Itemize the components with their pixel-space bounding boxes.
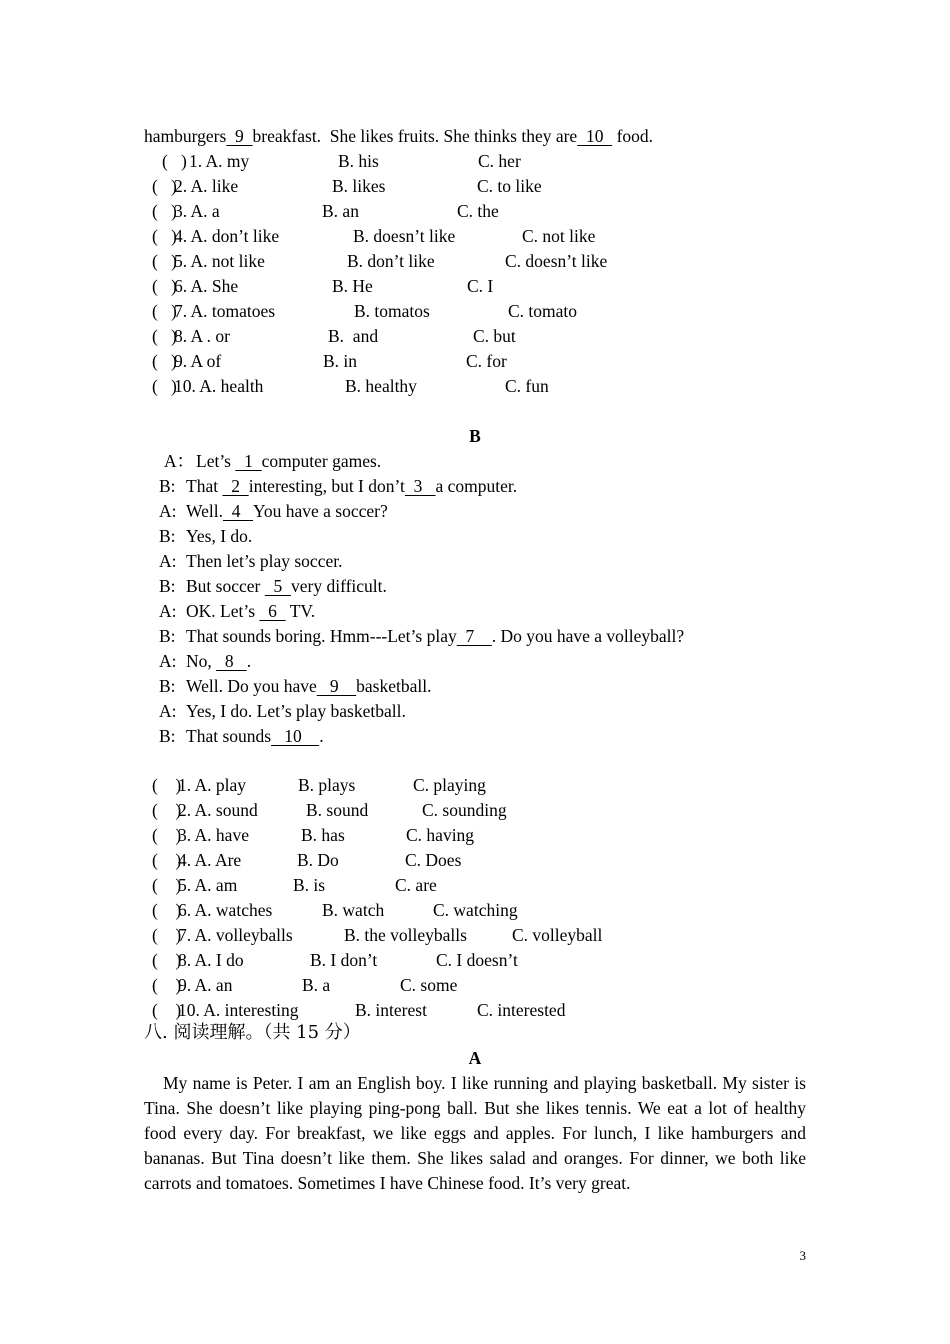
- option-b: B. interest: [355, 1000, 427, 1020]
- answer-bracket: ( ): [162, 151, 187, 171]
- section-title: B: [469, 426, 481, 446]
- passage-text: food.: [612, 126, 654, 146]
- question-row: [144, 374, 744, 399]
- answer-bracket: ( ): [152, 850, 182, 870]
- dialogue-line: A： Let’s 1 computer games.: [144, 449, 162, 474]
- answer-bracket: ( ): [152, 351, 177, 371]
- reading-passage: My name is Peter. I am an English boy. I like running and playing basketball. My sister is Tina. She doesn’t like playing ping-pong ball. But she likes tennis. We eat a lot of healthy food every day. For breakfast, we like eggs and apples. For lunch, I like hamburgers and bananas. But Tina doesn’t like them. She likes salad and oranges. For dinner, we both like carrots and tomatoes. Sometimes I have Chinese food. It’s very great.: [144, 1073, 806, 1193]
- option-b: B. his: [338, 151, 379, 171]
- option-b: B. is: [293, 875, 326, 895]
- option-c: C. having: [406, 825, 475, 845]
- option-c: C. sounding: [422, 800, 507, 820]
- option-a: 5. A. not like: [174, 251, 265, 271]
- option-a: 2. A. like: [174, 176, 239, 196]
- question-row: [144, 174, 744, 199]
- option-a: 9. A. an: [178, 975, 233, 995]
- option-a: 3. A. a: [174, 201, 220, 221]
- question-row: [144, 898, 744, 923]
- question-row: [144, 948, 744, 973]
- answer-bracket: ( ): [152, 251, 177, 271]
- option-c: C. watching: [433, 900, 518, 920]
- question-row: [144, 873, 744, 898]
- question-row: [144, 823, 744, 848]
- option-b: B. watch: [322, 900, 385, 920]
- option-c: C. playing: [413, 775, 486, 795]
- option-a: 10. A. health: [174, 376, 264, 396]
- blank-3: 3: [404, 476, 436, 496]
- option-b: B. in: [323, 351, 358, 371]
- section-heading: 八. 阅读理解。（共 15 分）: [144, 1022, 361, 1043]
- option-c: C. for: [466, 351, 507, 371]
- answer-bracket: ( ): [152, 326, 177, 346]
- option-c: C. interested: [477, 1000, 566, 1020]
- option-b: B. an: [322, 201, 359, 221]
- speaker: B:: [159, 626, 176, 646]
- blank-7: 7: [456, 626, 492, 646]
- question-row: [144, 299, 744, 324]
- option-a: 10. A. interesting: [178, 1000, 299, 1020]
- blank-9: 9: [316, 676, 357, 696]
- option-b: B. healthy: [345, 376, 417, 396]
- option-b: B. plays: [298, 775, 356, 795]
- speaker: A:: [159, 651, 177, 671]
- blank-10: 10: [577, 126, 613, 146]
- option-c: C. I doesn’t: [436, 950, 518, 970]
- answer-bracket: ( ): [152, 825, 182, 845]
- question-row: [144, 324, 744, 349]
- option-a: 7. A. tomatoes: [174, 301, 276, 321]
- dialogue-line: B: Yes, I do.: [144, 524, 162, 549]
- blank-4: 4: [222, 501, 253, 521]
- question-row: [144, 349, 744, 374]
- question-row: [144, 199, 744, 224]
- dialogue-line: B: Well. Do you have 9 basketball.: [144, 674, 162, 699]
- option-c: C. not like: [522, 226, 596, 246]
- option-b: B. Do: [297, 850, 339, 870]
- question-row: [144, 274, 744, 299]
- option-a: 4. A. don’t like: [174, 226, 280, 246]
- passage-line: [144, 124, 653, 149]
- option-b: B. likes: [332, 176, 386, 196]
- option-c: C. some: [400, 975, 458, 995]
- answer-bracket: ( ): [152, 1000, 182, 1020]
- answer-bracket: ( ): [152, 276, 177, 296]
- option-b: B. a: [302, 975, 331, 995]
- option-a: 6. A. watches: [178, 900, 273, 920]
- answer-bracket: ( ): [152, 226, 177, 246]
- dialogue-line: A: Yes, I do. Let’s play basketball.: [144, 699, 162, 724]
- question-row: [144, 848, 744, 873]
- dialogue-line: B: That 2 interesting, but I don’t 3 a computer.: [144, 474, 162, 499]
- question-row: [144, 973, 744, 998]
- option-b: B. don’t like: [347, 251, 435, 271]
- option-b: B. He: [332, 276, 373, 296]
- option-b: B. doesn’t like: [353, 226, 456, 246]
- option-c: C. her: [478, 151, 521, 171]
- question-row: [144, 149, 744, 174]
- option-b: B. and: [328, 326, 379, 346]
- option-a: 9. A of: [174, 351, 222, 371]
- option-c: C. doesn’t like: [505, 251, 608, 271]
- dialogue-line: A: No, 8 .: [144, 649, 162, 674]
- blank-9: 9: [226, 126, 253, 146]
- option-a: 3. A. have: [178, 825, 249, 845]
- answer-bracket: ( ): [152, 201, 177, 221]
- option-c: C. tomato: [508, 301, 578, 321]
- option-b: B. I don’t: [310, 950, 378, 970]
- speaker: B:: [159, 476, 176, 496]
- blank-10: 10: [271, 726, 320, 746]
- answer-bracket: ( ): [152, 301, 177, 321]
- option-c: C. fun: [505, 376, 549, 396]
- speaker: B:: [159, 676, 176, 696]
- blank-5: 5: [264, 576, 291, 596]
- answer-bracket: ( ): [152, 950, 182, 970]
- option-a: 4. A. Are: [178, 850, 242, 870]
- answer-bracket: ( ): [152, 900, 182, 920]
- dialogue-line: B: That sounds boring. Hmm---Let’s play 7 . Do you have a volleyball?: [144, 624, 162, 649]
- option-b: B. tomatos: [354, 301, 430, 321]
- option-a: 8. A . or: [174, 326, 230, 346]
- option-a: 1. A. my: [189, 151, 250, 171]
- page-number: 3: [799, 1248, 806, 1263]
- answer-bracket: ( ): [152, 975, 182, 995]
- speaker: A:: [159, 701, 177, 721]
- question-row: [144, 923, 744, 948]
- option-b: B. the volleyballs: [344, 925, 467, 945]
- answer-bracket: ( ): [152, 875, 182, 895]
- option-c: C. the: [457, 201, 499, 221]
- speaker: B:: [159, 726, 176, 746]
- dialogue-line: A: Then let’s play soccer.: [144, 549, 162, 574]
- answer-bracket: ( ): [152, 775, 182, 795]
- dialogue-line: A: OK. Let’s 6 TV.: [144, 599, 162, 624]
- passage-text: hamburgers: [144, 126, 227, 146]
- option-a: 5. A. am: [178, 875, 238, 895]
- passage-text: breakfast. She likes fruits. She thinks they are: [252, 126, 578, 146]
- dialogue-line: B: That sounds 10 .: [144, 724, 162, 749]
- speaker: A:: [159, 551, 177, 571]
- speaker: B:: [159, 526, 176, 546]
- answer-bracket: ( ): [152, 925, 182, 945]
- dialogue-line: A: Well. 4 You have a soccer?: [144, 499, 162, 524]
- blank-6: 6: [259, 601, 286, 621]
- question-row: [144, 224, 744, 249]
- option-c: C. volleyball: [512, 925, 603, 945]
- option-b: B. has: [301, 825, 345, 845]
- blank-8: 8: [216, 651, 247, 671]
- option-c: C. I: [467, 276, 494, 296]
- answer-bracket: ( ): [152, 176, 177, 196]
- option-b: B. sound: [306, 800, 369, 820]
- speaker: A:: [159, 601, 177, 621]
- speaker: A:: [159, 501, 177, 521]
- question-row: [144, 773, 744, 798]
- option-c: C. but: [473, 326, 516, 346]
- option-c: C. are: [395, 875, 437, 895]
- answer-bracket: ( ): [152, 376, 177, 396]
- option-a: 6. A. She: [174, 276, 239, 296]
- option-c: C. Does: [405, 850, 462, 870]
- option-a: 2. A. sound: [178, 800, 258, 820]
- section-title: A: [468, 1048, 482, 1068]
- option-c: C. to like: [477, 176, 542, 196]
- speaker: A：: [164, 451, 195, 471]
- option-a: 1. A. play: [178, 775, 247, 795]
- question-row: [144, 249, 744, 274]
- option-a: 7. A. volleyballs: [178, 925, 293, 945]
- answer-bracket: ( ): [152, 800, 182, 820]
- speaker: B:: [159, 576, 176, 596]
- option-a: 8. A. I do: [178, 950, 244, 970]
- blank-1: 1: [235, 451, 262, 471]
- dialogue-line: B: But soccer 5 very difficult.: [144, 574, 162, 599]
- blank-2: 2: [222, 476, 249, 496]
- question-row: [144, 798, 744, 823]
